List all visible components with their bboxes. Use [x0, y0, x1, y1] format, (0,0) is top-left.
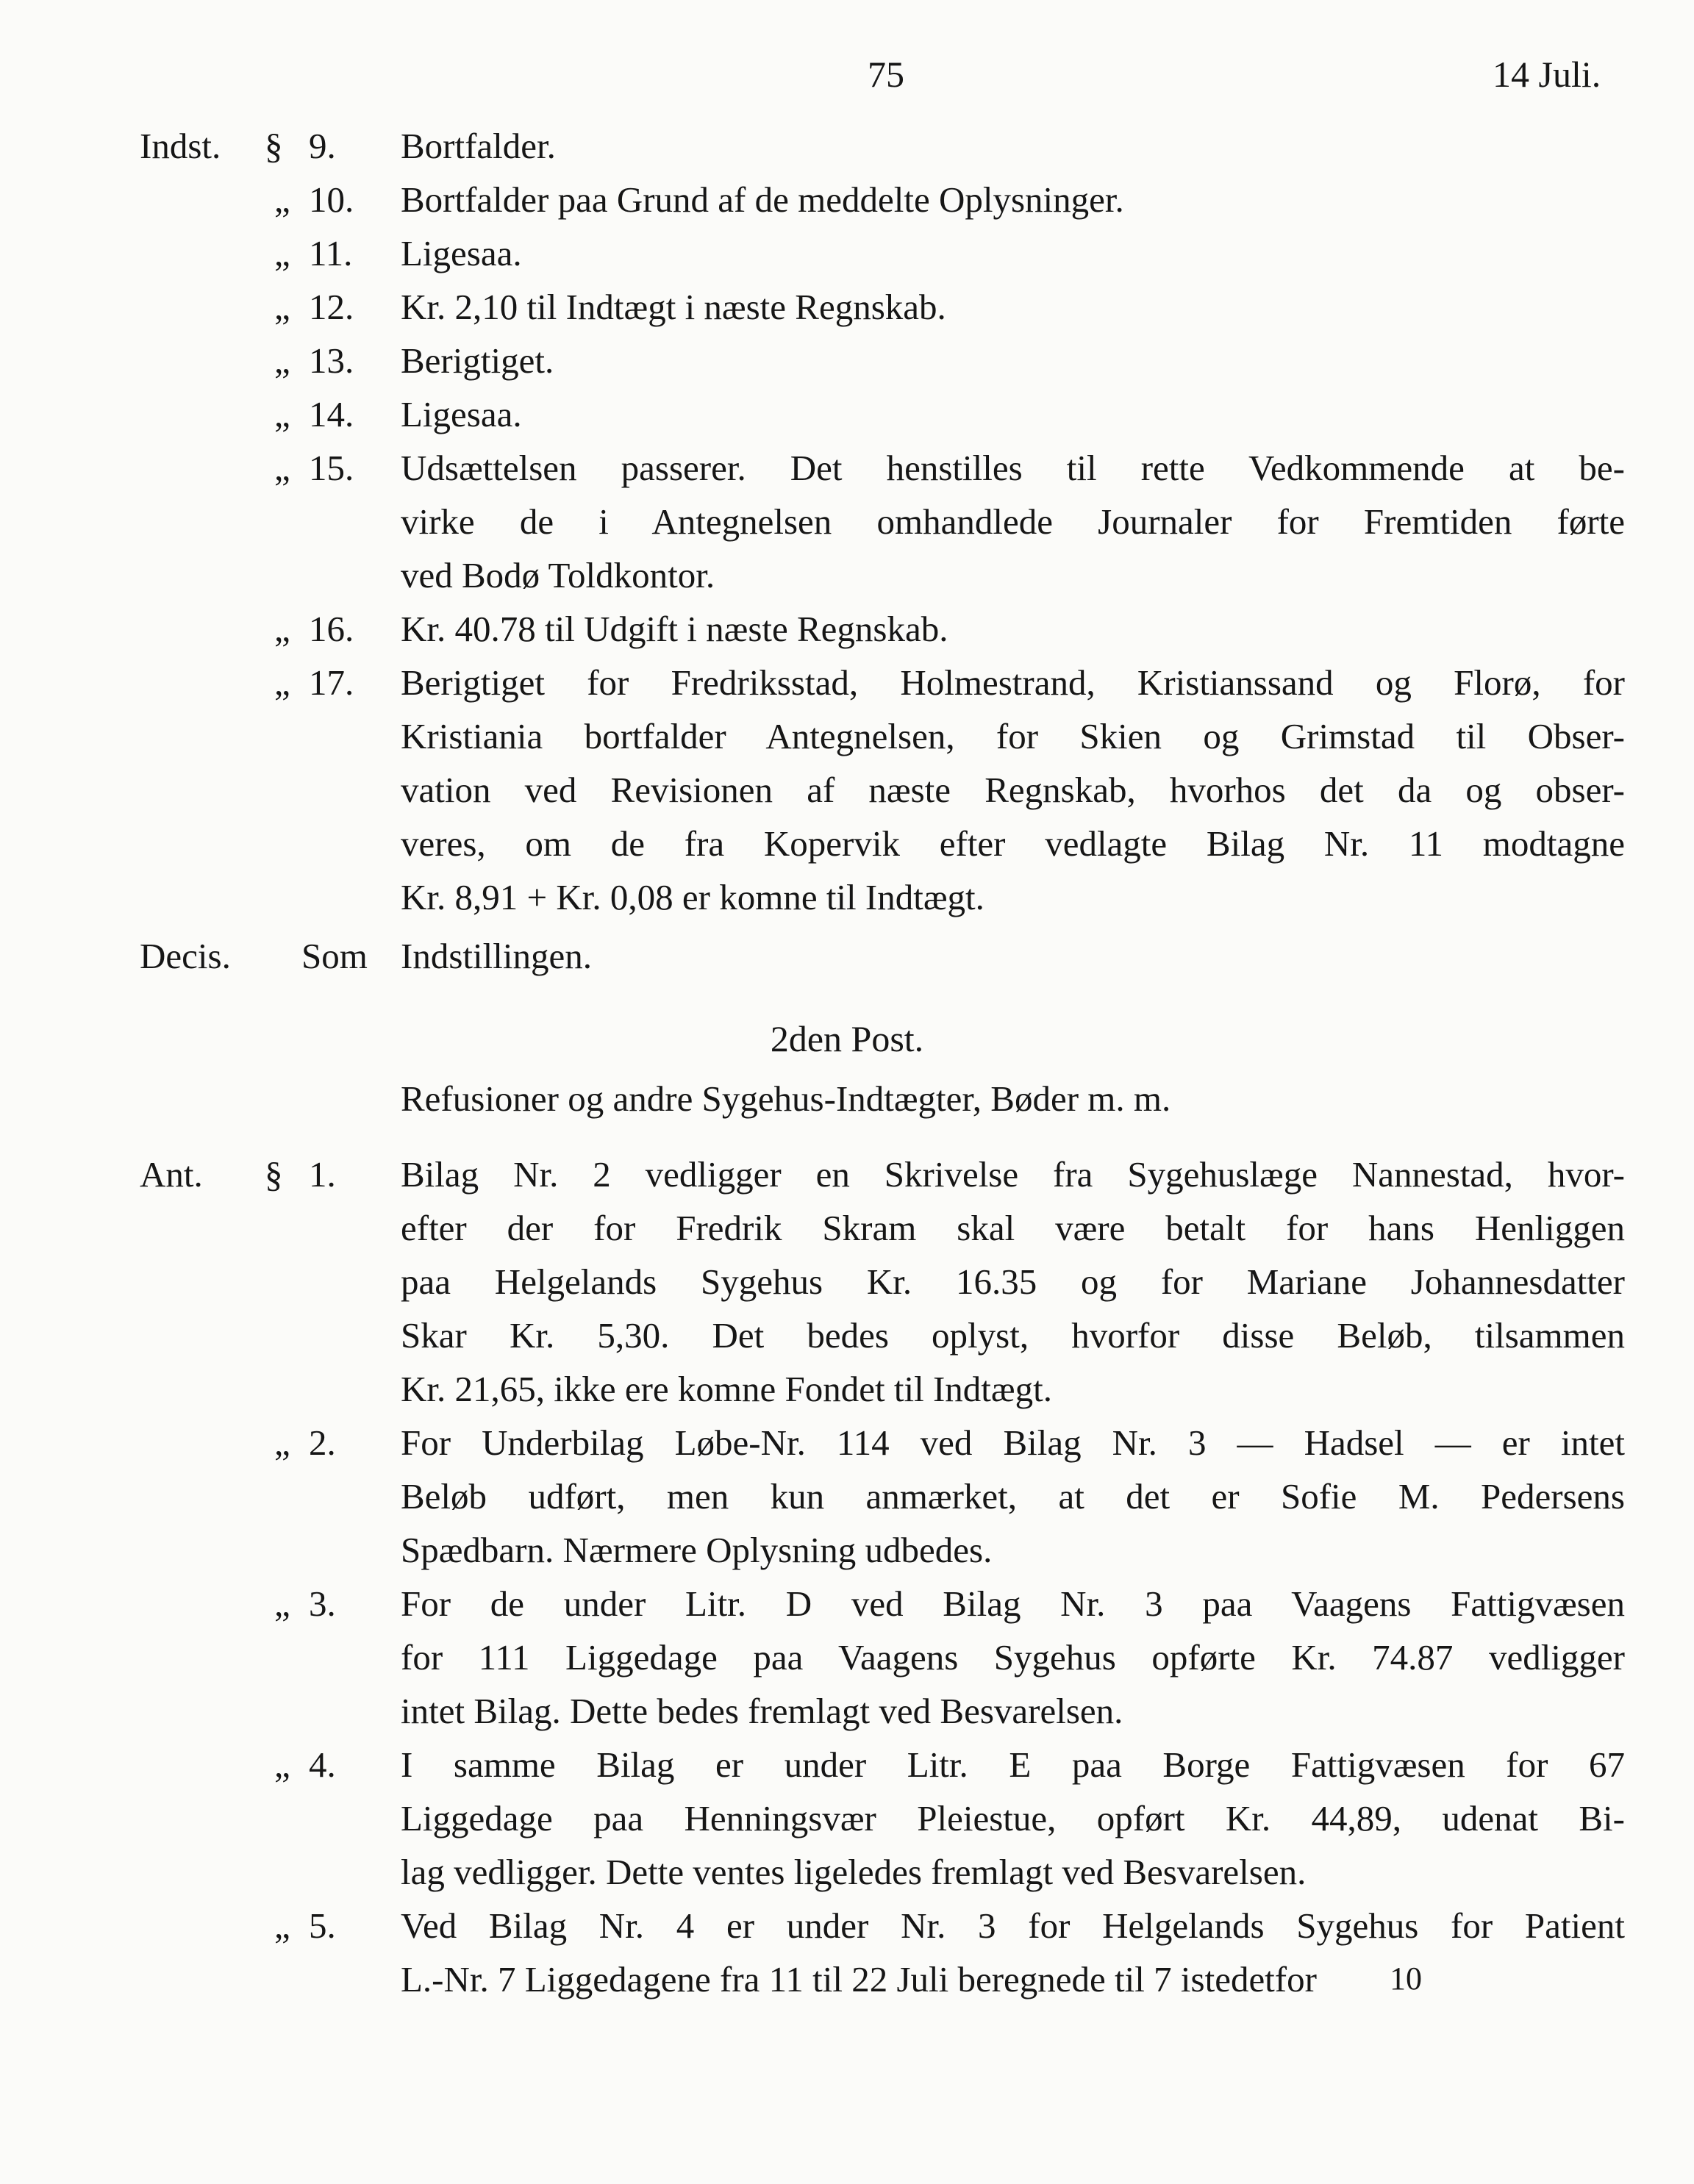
ditto-mark: „ [274, 394, 290, 434]
indst-line: Ligesaa. [401, 233, 522, 273]
indst-line: Berigtiget. [401, 340, 554, 381]
indst-item-number: 14. [309, 394, 354, 434]
ditto-mark: „ [274, 448, 290, 488]
ant-item-number: 4. [309, 1744, 336, 1785]
indst-line: Bortfalder. [401, 126, 556, 166]
section-subtitle: Refusioner og andre Sygehus-Indtægter, Bøder m. m. [401, 1078, 1171, 1119]
section-title: 2den Post. [770, 1018, 924, 1059]
ditto-mark: „ [274, 233, 290, 273]
ant-label: Ant. [140, 1154, 203, 1195]
ditto-mark: „ [274, 1422, 290, 1463]
ant-item-number: 3. [309, 1583, 336, 1624]
ant-line: Spædbarn. Nærmere Oplysning udbedes. [401, 1530, 993, 1570]
indst-line: veres, om de fra Kopervik efter vedlagte Bilag Nr. 11 modtagne [401, 823, 1625, 864]
section-sign: § [265, 126, 283, 166]
indst-label: Indst. [140, 126, 221, 166]
decis-label: Decis. [140, 936, 231, 976]
ant-item-number: 2. [309, 1422, 336, 1463]
ant-line: Liggedage paa Henningsvær Pleiestue, opført Kr. 44,89, udenat Bi- [401, 1798, 1625, 1839]
indst-line: virke de i Antegnelsen omhandlede Journaler for Fremtiden førte [401, 501, 1625, 542]
ant-line: I samme Bilag er under Litr. E paa Borge Fattigvæsen for 67 [401, 1744, 1625, 1785]
page-date: 14 Juli. [1493, 54, 1601, 95]
decis-text: Indstillingen. [401, 936, 592, 976]
indst-line: Ligesaa. [401, 394, 522, 434]
ant-line: intet Bilag. Dette bedes fremlagt ved Besvarelsen. [401, 1691, 1123, 1731]
ditto-mark: „ [274, 1744, 290, 1785]
ant-line: L.-Nr. 7 Liggedagene fra 11 til 22 Juli beregnede til 7 istedetfor [401, 1959, 1317, 1999]
indst-line: Bortfalder paa Grund af de meddelte Oplysninger. [401, 179, 1124, 220]
indst-item-number: 10. [309, 179, 354, 220]
ant-line: Skar Kr. 5,30. Det bedes oplyst, hvorfor disse Beløb, tilsammen [401, 1315, 1625, 1356]
ditto-mark: „ [274, 287, 290, 327]
indst-item-number: 17. [309, 662, 354, 703]
indst-line: Kr. 8,91 + Kr. 0,08 er komne til Indtægt. [401, 877, 984, 917]
ant-line: Kr. 21,65, ikke ere komne Fondet til Indtægt. [401, 1369, 1052, 1409]
indst-line: Udsættelsen passerer. Det henstilles til rette Vedkommende at be- [401, 448, 1625, 488]
indst-item-number: 11. [309, 233, 353, 273]
decis-som: Som [301, 936, 368, 976]
ant-item-number: 1. [309, 1154, 336, 1195]
ant-line: paa Helgelands Sygehus Kr. 16.35 og for Mariane Johannesdatter [401, 1261, 1625, 1302]
indst-item-number: 16. [309, 609, 354, 649]
ant-line: lag vedligger. Dette ventes ligeledes fremlagt ved Besvarelsen. [401, 1852, 1307, 1892]
indst-line: ved Bodø Toldkontor. [401, 555, 715, 595]
indst-item-number: 15. [309, 448, 354, 488]
ant-line: For Underbilag Løbe-Nr. 114 ved Bilag Nr. 3 — Hadsel — er intet [401, 1422, 1625, 1463]
ant-line: for 111 Liggedage paa Vaagens Sygehus opførte Kr. 74.87 vedligger [401, 1637, 1625, 1678]
ant-line: For de under Litr. D ved Bilag Nr. 3 paa Vaagens Fattigvæsen [401, 1583, 1625, 1624]
indst-line: Kr. 40.78 til Udgift i næste Regnskab. [401, 609, 948, 649]
ant-item-number: 5. [309, 1905, 336, 1946]
ditto-mark: „ [274, 609, 290, 649]
indst-item-number: 13. [309, 340, 354, 381]
ditto-mark: „ [274, 1583, 290, 1624]
ditto-mark: „ [274, 179, 290, 220]
ditto-mark: „ [274, 1905, 290, 1946]
ant-line: efter der for Fredrik Skram skal være betalt for hans Henliggen [401, 1208, 1625, 1248]
ditto-mark: „ [274, 340, 290, 381]
page-number: 75 [868, 54, 904, 95]
indst-item-number: 9. [309, 126, 336, 166]
ditto-mark: „ [274, 662, 290, 703]
signature-mark: 10 [1390, 1961, 1422, 1997]
ant-line: Ved Bilag Nr. 4 er under Nr. 3 for Helgelands Sygehus for Patient [401, 1905, 1625, 1946]
indst-item-number: 12. [309, 287, 354, 327]
ant-line: Bilag Nr. 2 vedligger en Skrivelse fra Sygehuslæge Nannestad, hvor- [401, 1154, 1625, 1195]
indst-line: vation ved Revisionen af næste Regnskab, hvorhos det da og obser- [401, 770, 1625, 810]
indst-line: Kristiania bortfalder Antegnelsen, for Skien og Grimstad til Obser- [401, 716, 1625, 756]
section-sign: § [265, 1154, 283, 1195]
indst-line: Kr. 2,10 til Indtægt i næste Regnskab. [401, 287, 946, 327]
indst-line: Berigtiget for Fredriksstad, Holmestrand, Kristianssand og Florø, for [401, 662, 1625, 703]
ant-line: Beløb udført, men kun anmærket, at det er Sofie M. Pedersens [401, 1476, 1625, 1517]
